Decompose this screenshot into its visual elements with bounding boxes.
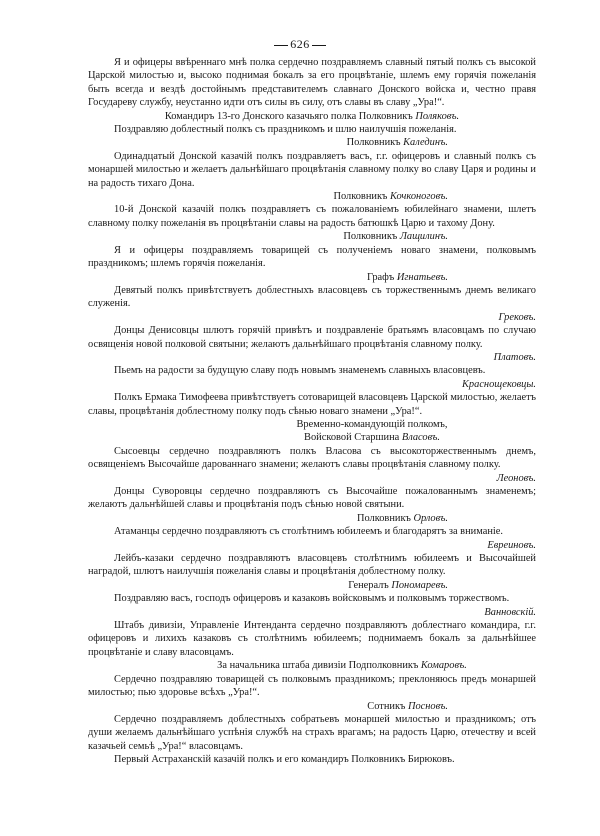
telegram-text: Атаманцы сердечно поздравляютъ съ столѣтнимъ юбилеемъ и благодарятъ за вниманіе. xyxy=(114,526,503,538)
telegram-entry xyxy=(88,150,536,204)
telegram-entry xyxy=(88,203,536,243)
signature-title: Генералъ xyxy=(348,579,392,591)
signature-name: Краснощековцы. xyxy=(462,378,536,390)
telegram-text: Пьемъ на радости за будущую славу подъ новымъ знаменемъ славныхъ власовцевъ. xyxy=(114,365,486,377)
telegram-entry xyxy=(88,713,536,753)
page-number-dash-right xyxy=(312,45,326,46)
telegram-entry xyxy=(88,123,536,150)
telegram-text: Я и офицеры ввѣреннаго мнѣ полка сердечно поздравляемъ славный пятый полкъ съ высокой Царской милостью и, высоко поднимая бокалъ за его процвѣтаніе, шлемъ ему горячія пожеланія быть всегда и вездѣ достойнымъ представителемъ славнаго Донского войска и, честно правя Государеву службу, неустанно идти отъ силы въ силу, отъ славы въ славу „Ура!“. xyxy=(88,57,536,109)
signature-title: Сотникъ xyxy=(367,700,408,712)
telegram-signature xyxy=(88,351,536,364)
signature-name: Леоновъ. xyxy=(496,472,536,484)
signature-title: Полковникъ xyxy=(343,231,400,243)
telegram-text: Первый Астраханскій казачій полкъ и его командиръ Полковникъ Бирюковъ. xyxy=(114,754,455,766)
telegram-text: Донцы Денисовцы шлютъ горячій привѣтъ и поздравленіе братьямъ власовцамъ по случаю освященія новой полковой святыни; желаютъ дальнѣйшаго процвѣтанія славному полку. xyxy=(88,325,536,350)
telegram-signature xyxy=(88,431,536,444)
telegram-text: Лейбъ-казаки сердечно поздравляютъ власовцевъ столѣтнимъ юбилеемъ и Высочайшей наградой, шлютъ наилучшія пожеланія славы и процвѣтанія доблестному полку. xyxy=(88,553,536,578)
telegram-signature xyxy=(88,110,536,123)
signature-name: Орловъ. xyxy=(413,512,448,524)
signature-name: Комаровъ. xyxy=(420,660,467,672)
telegram-signature xyxy=(88,606,536,619)
signature-title: Войсковой Старшина xyxy=(304,432,402,444)
telegram-signature xyxy=(88,271,536,284)
signature-name: Евреиновъ. xyxy=(487,539,536,551)
telegram-text: 10-й Донской казачій полкъ поздравляетъ съ пожалованіемъ юбилейнаго знамени, шлетъ славному полку пожеланія въ процвѣтаніи славы на радость батюшкѣ Царю и тахому Дону. xyxy=(88,204,536,229)
telegram-entry xyxy=(88,592,536,619)
signature-title: Графъ xyxy=(367,271,397,283)
telegram-signature xyxy=(88,190,536,203)
signature-title: Полковникъ xyxy=(346,137,404,149)
telegram-text: Штабъ дивизіи, Управленіе Интенданта сердечно поздравляютъ доблестнаго командира, г.г. офицеровъ и лихихъ казаковъ съ столѣтнимъ юбилеемъ; поднимаемъ бокалъ за дальнѣйшее процвѣтаніе и славу власовцамъ. xyxy=(88,620,536,658)
telegram-entry xyxy=(88,244,536,284)
telegram-text: Полкъ Ермака Тимофеева привѣтствуетъ сотоварищей власовцевъ Царской милостью, желаетъ славы, процвѣтанія доблестному полку подъ сѣнью новаго знамени „Ура!“. xyxy=(88,392,536,417)
telegram-signature xyxy=(88,700,536,713)
telegram-entry xyxy=(88,619,536,673)
telegram-signature xyxy=(88,539,536,552)
signature-title: Полковникъ xyxy=(356,512,414,524)
telegram-signature xyxy=(88,230,536,243)
telegram-signature xyxy=(88,512,536,525)
telegram-signature xyxy=(88,311,536,324)
telegram-signature xyxy=(88,136,536,149)
telegram-entry xyxy=(88,673,536,713)
telegram-entry xyxy=(88,445,536,485)
signature-title: За начальника штаба дивизіи Подполковникъ xyxy=(217,660,421,672)
signature-name: Власовъ. xyxy=(401,432,440,444)
signature-title: Командиръ 13-го Донского казачьяго полка Полковникъ xyxy=(164,110,416,122)
telegram-entry xyxy=(88,552,536,592)
telegram-signature xyxy=(88,378,536,391)
signature-name: Игнатьевъ. xyxy=(396,271,448,283)
telegram-entry xyxy=(88,284,536,324)
telegram-text: Одинадцатый Донской казачій полкъ поздравляетъ васъ, г.г. офицеровъ и славный полкъ съ монаршей милостью и желаетъ дальнѣйшаго процвѣтанія славному полку во славу Царя и родины и на радость тихаго Дона. xyxy=(88,150,536,189)
signature-name: Калединъ. xyxy=(403,137,448,149)
signature-name: Кочконоговъ. xyxy=(389,191,448,203)
signature-name: Посновъ. xyxy=(407,700,448,712)
signature-name: Платовъ. xyxy=(493,351,536,363)
telegram-entry xyxy=(88,56,536,123)
telegram-text: Донцы Суворовцы сердечно поздравляютъ съ Высочайше пожалованнымъ знаменемъ; желаютъ дальнѣйшей славы и процвѣтанія подъ сѣнью новой святыни. xyxy=(88,486,536,511)
telegram-signature xyxy=(88,659,536,672)
telegram-text: Сысоевцы сердечно поздравляютъ полкъ Власова съ высокоторжественнымъ днемъ, освященіемъ Высочайше дарованнаго знамени; желаютъ славы процвѣтанія славному полку. xyxy=(88,445,536,471)
signature-name: Ванновскій. xyxy=(484,606,536,618)
telegram-signature xyxy=(88,579,536,592)
signature-name: Пономаревъ. xyxy=(391,579,448,591)
telegram-text: Поздравляю васъ, господъ офицеровъ и казаковъ войсковымъ и полковымъ торжествомъ. xyxy=(114,593,510,605)
signature-name: Поляковъ. xyxy=(415,110,460,122)
page-number-dash-left xyxy=(274,45,288,46)
telegram-entry xyxy=(88,364,536,391)
telegram-entry xyxy=(88,391,536,445)
telegram-text: Сердечно поздравляемъ доблестныхъ собратьевъ монаршей милостью и праздникомъ; отъ души желаемъ дальнѣйшаго успѣнія службѣ на страхъ врагамъ; на радость Царю, отечеству и всей казачьей семьѣ „Ура!“ власовцамъ. xyxy=(88,713,536,752)
telegram-text: Девятый полкъ привѣтствуетъ доблестныхъ власовцевъ съ торжественнымъ днемъ великаго служенія. xyxy=(88,284,536,310)
signature-name: Лащилинъ. xyxy=(399,231,448,243)
signature-name: Грековъ. xyxy=(498,311,536,323)
page-number-value: 626 xyxy=(290,37,310,51)
telegram-entry xyxy=(88,485,536,525)
telegram-signature xyxy=(88,472,536,485)
telegram-text: Сердечно поздравляю товарищей съ полковымъ праздникомъ; преклоняюсь предъ монаршей милостью; пью здоровье всѣхъ „Ура!“. xyxy=(88,673,536,699)
telegram-text: Я и офицеры поздравляемъ товарищей съ полученіемъ новаго знамени, полковымъ праздникомъ; шлемъ горячія пожеланія. xyxy=(88,244,536,270)
telegram-signature-line: Временно-командующій полкомъ, xyxy=(296,418,448,430)
signature-title: Полковникъ xyxy=(333,191,390,203)
telegram-text: Поздравляю доблестный полкъ съ праздникомъ и шлю наилучшія пожеланія. xyxy=(114,124,457,136)
telegram-entry xyxy=(88,753,536,766)
page-number xyxy=(0,38,600,51)
telegram-entry xyxy=(88,324,536,364)
telegram-entry xyxy=(88,525,536,552)
